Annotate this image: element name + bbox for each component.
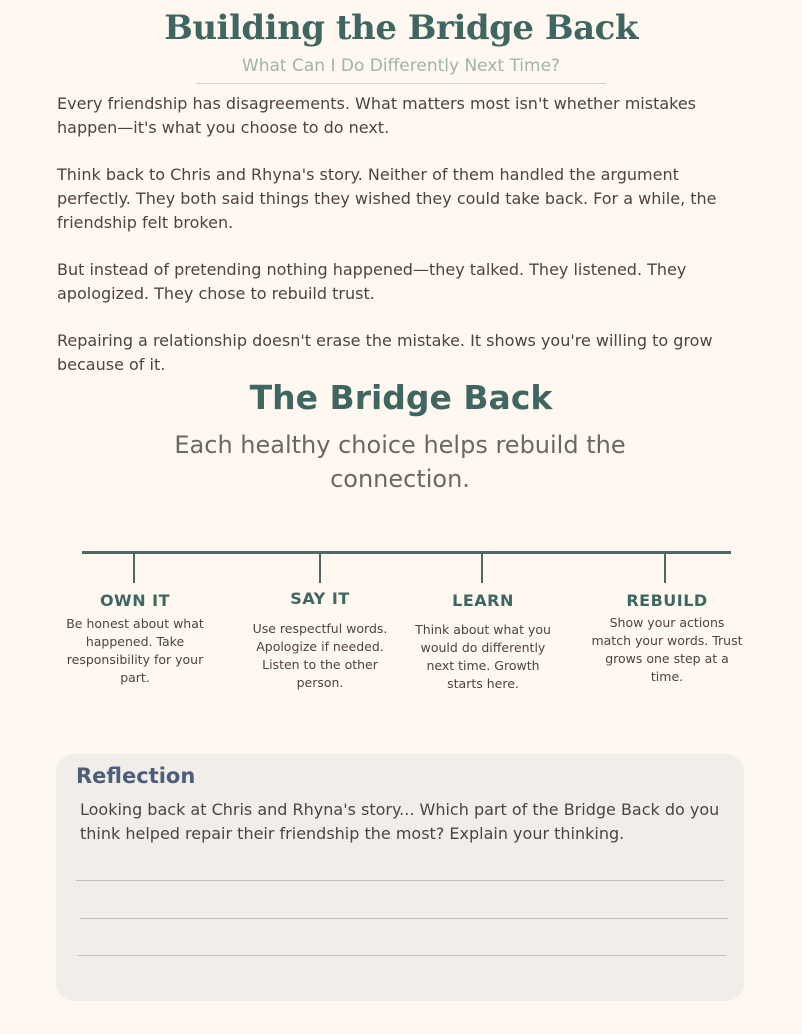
step-title: REBUILD [626,591,708,610]
intro-paragraph: Repairing a relationship doesn't erase the mistake. It shows you're willing to grow because of it. [57,331,713,374]
bridge-step-rebuild [588,591,746,686]
writing-line[interactable] [80,918,728,919]
bridge-line [82,551,731,554]
bridge-subtitle: Each healthy choice helps rebuild the connection. [174,431,626,493]
bridge-post [319,554,321,583]
intro-paragraph: Every friendship has disagreements. What matters most isn't whether mistakes happen—it's what you choose to do next. [57,94,697,137]
intro-paragraph: Think back to Chris and Rhyna's story. Neither of them handled the argument perfectly. They both said things they wished they could take back. For a while, the friendship felt broken. [57,165,717,232]
step-title: OWN IT [99,591,171,610]
page-subtitle: What Can I Do Differently Next Time? [241,56,561,76]
step-description: Think about what you would do differently next time. Growth starts here. [415,622,551,691]
step-description: Use respectful words. Apologize if needed. Listen to the other person. [252,621,388,690]
bridge-step-learn [408,591,558,693]
reflection-prompt: Looking back at Chris and Rhyna's story... Which part of the Bridge Back do you think helped repair their friendship the most? Explain your thinking. [80,800,720,843]
bridge-post [481,554,483,583]
page-title: Building the Bridge Back [164,8,638,48]
step-description: Be honest about what happened. Take responsibility for your part. [66,616,204,685]
step-title: LEARN [452,591,514,610]
bridge-title: The Bridge Back [249,378,553,417]
bridge-step-own-it [62,591,208,687]
bridge-post [133,554,135,583]
reflection-title: Reflection [76,764,196,788]
writing-line[interactable] [78,955,726,956]
bridge-post [664,554,666,583]
reflection-box [56,754,744,1001]
intro-paragraph: But instead of pretending nothing happened—they talked. They listened. They apologized. They chose to rebuild trust. [57,260,687,303]
writing-line[interactable] [76,880,724,881]
bridge-step-say-it [248,589,392,692]
step-title: SAY IT [290,589,350,608]
step-description: Show your actions match your words. Trust grows one step at a time. [591,615,743,684]
subtitle-divider [196,83,606,84]
intro-section [57,92,757,400]
